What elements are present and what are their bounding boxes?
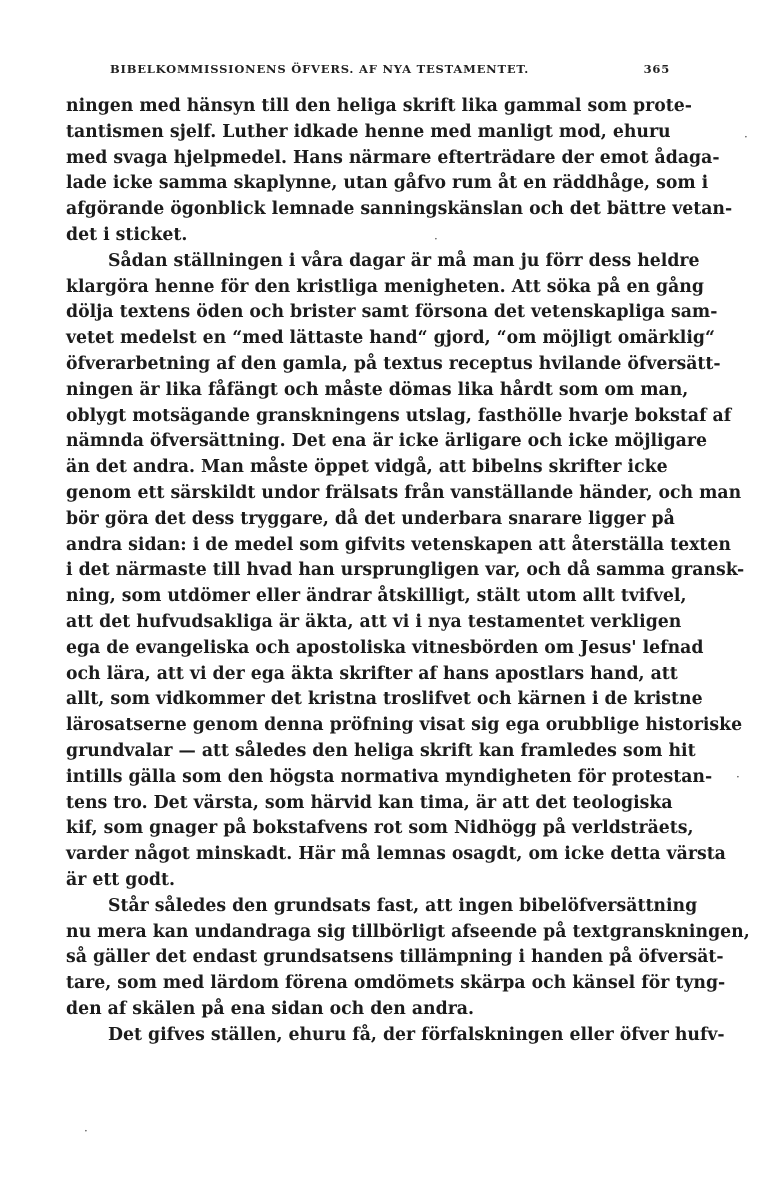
- text-line: tantismen sjelf. Luther idkade henne med manligt mod, ehuru: [66, 121, 671, 142]
- text-line: oblygt motsägande granskningens utslag, fasthölle hvarje bokstaf af: [66, 405, 732, 426]
- text-line: med svaga hjelpmedel. Hans närmare efterträdare der emot ådaga-: [66, 147, 720, 168]
- margin-speck: ·: [434, 232, 438, 246]
- body-text: [66, 94, 750, 1048]
- text-line: ningen är lika fåfängt och måste dömas lika hårdt som om man,: [66, 379, 689, 400]
- text-line: i det närmaste till hvad han ursprungligen var, och då samma gransk-: [66, 560, 745, 581]
- paragraph-first-line: Det gifves ställen, ehuru få, der förfalskningen eller öfver hufv-: [108, 1024, 725, 1045]
- text-line: att det hufvudsakliga är äkta, att vi i nya testamentet verkligen: [66, 611, 682, 632]
- text-line: kif, som gnager på bokstafvens rot som Nidhögg på verldsträets,: [66, 818, 694, 839]
- text-line: och lära, att vi der ega äkta skrifter af hans apostlars hand, att: [66, 663, 678, 684]
- text-line: genom ett särskildt undor frälsats från vanställande händer, och man: [66, 482, 742, 503]
- text-line: nu mera kan undandraga sig tillbörligt afseende på textgranskningen,: [66, 921, 750, 942]
- text-line: så gäller det endast grundsatsens tillämpning i handen på öfversät-: [66, 947, 724, 968]
- running-header: [110, 62, 670, 76]
- text-line: är ett godt.: [66, 869, 175, 890]
- text-line: bör göra det dess tryggare, då det underbara snarare ligger på: [66, 508, 675, 529]
- text-line: allt, som vidkommer det kristna troslifvet och kärnen i de kristne: [66, 689, 703, 710]
- text-line: öfverarbetning af den gamla, på textus receptus hvilande öfversätt-: [66, 353, 721, 374]
- page-number: 365: [643, 62, 670, 76]
- text-line: det i sticket.: [66, 224, 188, 245]
- paragraph-first-line: Står således den grundsats fast, att ingen bibelöfversättning: [108, 895, 698, 916]
- text-line: den af skälen på ena sidan och den andra.: [66, 998, 475, 1019]
- text-line: varder något minskadt. Här må lemnas osagdt, om icke detta värsta: [66, 844, 726, 865]
- margin-speck: ·: [744, 130, 748, 144]
- text-line: vetet medelst en “med lättaste hand“ gjord, “om möjligt omärklig“: [66, 328, 715, 349]
- text-line: afgörande ögonblick lemnade sanningskänslan och det bättre vetan-: [66, 199, 733, 220]
- text-line: tens tro. Det värsta, som härvid kan tima, är att det teologiska: [66, 792, 673, 813]
- text-line: ning, som utdömer eller ändrar åtskilligt, stält utom allt tvifvel,: [66, 586, 687, 607]
- text-line: lärosatserne genom denna pröfning visat sig ega orubblige historiske: [66, 715, 743, 736]
- text-line: andra sidan: i de medel som gifvits vetenskapen att återställa texten: [66, 534, 731, 555]
- text-line: nämnda öfversättning. Det ena är icke ärligare och icke möjligare: [66, 431, 707, 452]
- text-line: grundvalar — att således den heliga skrift kan framledes som hit: [66, 740, 696, 761]
- text-line: intills gälla som den högsta normativa myndigheten för protestan-: [66, 766, 713, 787]
- margin-speck: ·: [84, 1124, 88, 1138]
- text-line: klargöra henne för den kristliga menigheten. Att söka på en gång: [66, 276, 704, 297]
- running-header-title: BIBELKOMMISSIONENS ÖFVERS. AF NYA TESTAMENTET.: [110, 62, 530, 76]
- text-line: ningen med hänsyn till den heliga skrift lika gammal som prote-: [66, 96, 692, 116]
- text-line: dölja textens öden och brister samt försona det vetenskapliga sam-: [66, 302, 718, 323]
- text-line: lade icke samma skaplynne, utan gåfvo rum åt en räddhåge, som i: [66, 173, 709, 194]
- paragraph-first-line: Sådan ställningen i våra dagar är må man ju förr dess heldre: [108, 250, 700, 271]
- text-line: än det andra. Man måste öppet vidgå, att bibelns skrifter icke: [66, 457, 668, 478]
- text-line: ega de evangeliska och apostoliska vitnesbörden om Jesus' lefnad: [66, 637, 704, 658]
- text-line: tare, som med lärdom förena omdömets skärpa och känsel för tyng-: [66, 973, 726, 994]
- margin-speck: ·: [736, 770, 740, 784]
